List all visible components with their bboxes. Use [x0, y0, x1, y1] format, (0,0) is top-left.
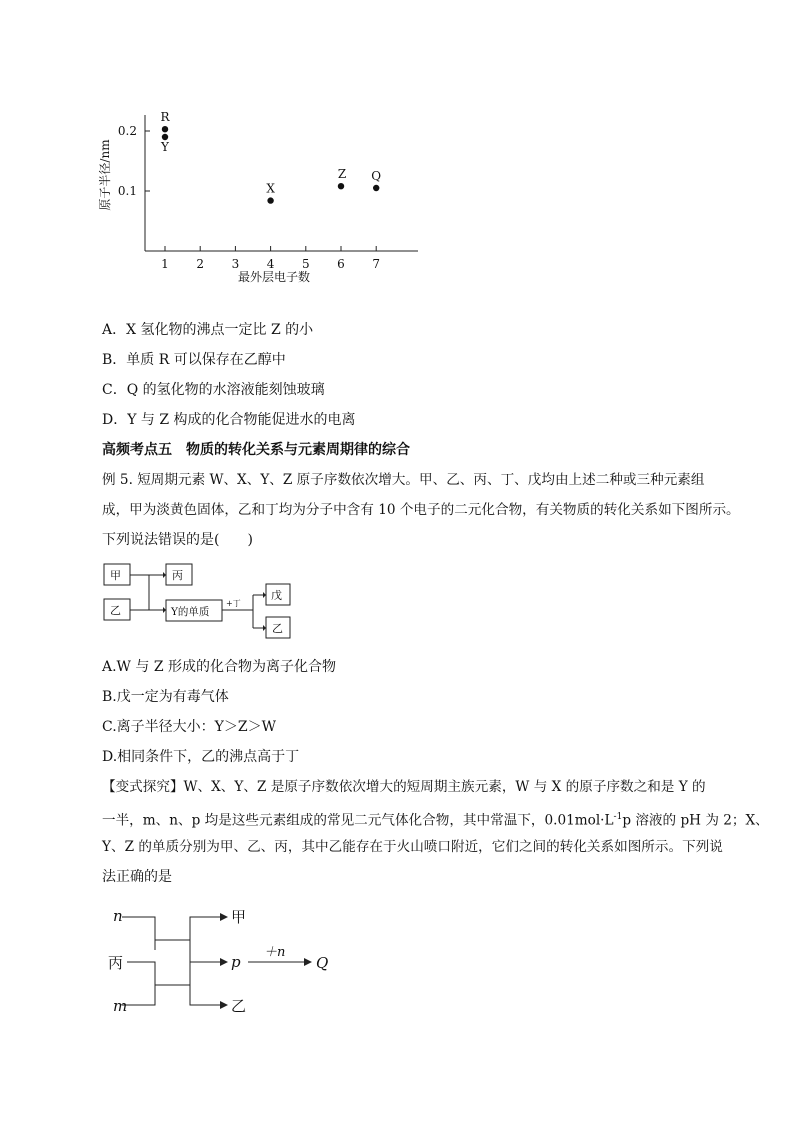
label-bing: 丙	[108, 954, 124, 972]
example5-option-b: B.戊一定为有毒气体	[102, 689, 229, 705]
label-p: p	[231, 953, 241, 971]
example5-option-d: D.相同条件下，乙的沸点高于丁	[102, 749, 300, 765]
q1-option-a: A．X 氢化物的沸点一定比 Z 的小	[102, 322, 314, 338]
y-axis-label: 原子半径/nm	[98, 139, 112, 211]
x-axis-label: 最外层电子数	[237, 270, 311, 284]
x-tick-label: 5	[301, 257, 310, 271]
y-tick-label: 0.1	[117, 184, 137, 198]
label-bing: 丙	[172, 569, 183, 582]
variant-line-1: 【变式探究】W、X、Y、Z 是原子序数依次增大的短周期主族元素，W 与 X 的原子序数之和是 Y 的	[102, 779, 706, 795]
label-n: n	[113, 907, 123, 925]
label-yi-right: 乙	[272, 622, 283, 635]
variant-line-2-sup: -1	[613, 812, 623, 822]
label-m: m	[113, 997, 128, 1015]
example5-line-1: 例 5. 短周期元素 W、X、Y、Z 原子序数依次增大。甲、乙、丙、丁、戊均由上述二种或三种元素组	[102, 472, 705, 488]
data-point-R	[162, 126, 168, 132]
label-yi-left: 乙	[110, 604, 121, 617]
data-point-Z	[338, 183, 344, 189]
point-label-Q: Q	[371, 169, 382, 183]
label-jia: 甲	[110, 569, 121, 582]
variant-line-2-pre: 一半，m、n、p 均是这些元素组成的常见二元气体化合物，其中常温下，0.01mol·L	[102, 812, 614, 829]
data-point-Q	[373, 185, 379, 191]
x-tick-label: 3	[231, 257, 240, 271]
label-wu: 戊	[271, 589, 282, 602]
example5-line-2: 成，甲为淡黄色固体，乙和丁均为分子中含有 10 个电子的二元化合物，有关物质的转化关系如下图所示。	[102, 502, 740, 518]
point-label-R: R	[160, 110, 170, 125]
example5-line-3: 下列说法错误的是( )	[102, 532, 253, 548]
x-tick-label: 6	[337, 257, 345, 271]
label-jia: 甲	[231, 908, 247, 926]
variant-flow-diagram	[100, 900, 340, 1025]
label-plus-n: ＋n	[264, 945, 286, 960]
data-point-X	[267, 197, 273, 203]
section-heading: 高频考点五 物质的转化关系与元素周期律的综合	[102, 442, 410, 458]
label-Q: Q	[316, 954, 329, 972]
x-tick-label: 2	[196, 257, 205, 271]
q1-option-c: C．Q 的氢化物的水溶液能刻蚀玻璃	[102, 382, 325, 398]
point-label-Z: Z	[337, 167, 347, 182]
x-tick-label: 4	[266, 257, 275, 271]
variant-line-2	[102, 807, 769, 831]
example5-option-c: C.离子半径大小：Y＞Z＞W	[102, 719, 277, 735]
y-tick-label: 0.2	[117, 124, 137, 138]
point-label-X: X	[266, 181, 275, 196]
point-label-Y: Y	[161, 140, 169, 154]
label-yi: 乙	[231, 997, 247, 1015]
variant-line-2-post: p 溶液的 pH 为 2；X、	[622, 812, 769, 829]
label-plus-t: +丁	[226, 599, 241, 608]
x-tick-label: 1	[161, 257, 169, 271]
variant-line-3: Y、Z 的单质分别为甲、乙、丙，其中乙能存在于火山喷口附近，它们之间的转化关系如图所示。下列说	[102, 839, 723, 855]
label-y-single: Y的单质	[171, 606, 210, 618]
example5-flow-diagram	[98, 560, 298, 645]
q1-option-b: B．单质 R 可以保存在乙醇中	[102, 352, 286, 368]
x-tick-label: 7	[372, 257, 381, 271]
variant-line-4: 法正确的是	[102, 869, 172, 885]
atomic-radius-chart	[95, 100, 425, 290]
q1-option-d: D．Y 与 Z 构成的化合物能促进水的电离	[102, 412, 356, 428]
example5-option-a: A.W 与 Z 形成的化合物为离子化合物	[102, 659, 337, 675]
